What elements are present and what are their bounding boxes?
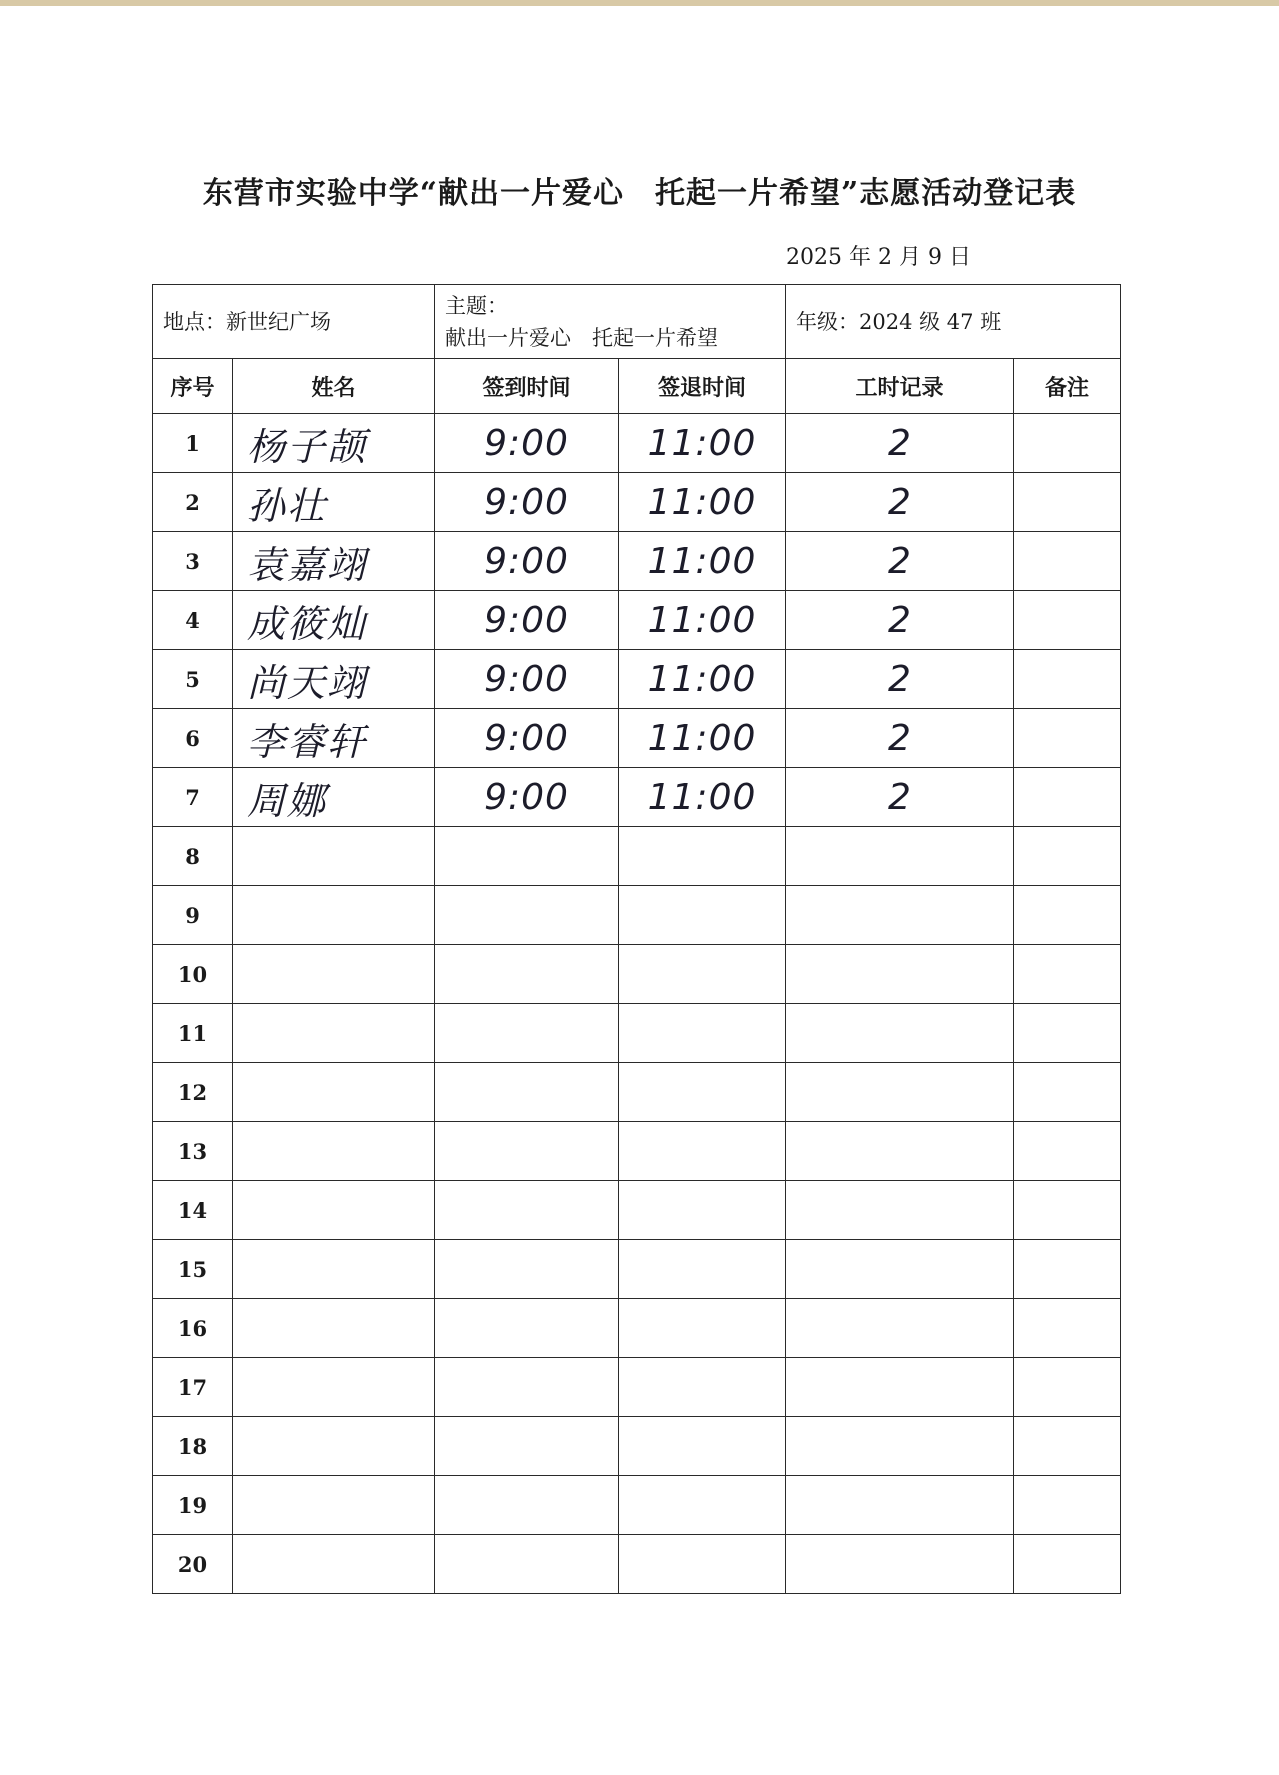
hours-record [786,1004,1014,1063]
sign-out-time [619,1004,786,1063]
header-name: 姓名 [233,359,435,414]
sign-out-time: 11:00 [619,709,786,768]
hours-record: 2 [786,414,1014,473]
sign-in-time [435,1358,619,1417]
volunteer-name: 杨子颉 [233,414,435,473]
sign-out-time [619,1417,786,1476]
remarks [1014,709,1121,768]
row-number: 15 [153,1240,233,1299]
sign-in-time [435,1004,619,1063]
header-no: 序号 [153,359,233,414]
info-row [153,285,1121,359]
row-number: 2 [153,473,233,532]
table-row [153,414,1121,473]
hours-record: 2 [786,650,1014,709]
sign-in-time [435,1122,619,1181]
hours-record: 2 [786,473,1014,532]
volunteer-name: 袁嘉翊 [233,532,435,591]
header-sign-out: 签退时间 [619,359,786,414]
remarks [1014,414,1121,473]
column-header-row [153,359,1121,414]
page-title: 东营市实验中学“献出一片爱心 托起一片希望”志愿活动登记表 [202,176,1077,211]
remarks [1014,1299,1121,1358]
location-cell [153,285,435,359]
table-row [153,768,1121,827]
sign-in-time [435,886,619,945]
sign-in-time [435,1299,619,1358]
sign-out-time: 11:00 [619,768,786,827]
row-number: 4 [153,591,233,650]
sign-in-time [435,827,619,886]
row-number: 19 [153,1476,233,1535]
sign-in-time [435,1240,619,1299]
header-remarks: 备注 [1014,359,1121,414]
hours-record [786,886,1014,945]
sign-in-time: 9:00 [435,414,619,473]
sign-in-time [435,1476,619,1535]
header-hours: 工时记录 [786,359,1014,414]
hours-record [786,945,1014,1004]
sign-out-time [619,1181,786,1240]
volunteer-name [233,1358,435,1417]
sign-in-time: 9:00 [435,473,619,532]
hours-record: 2 [786,532,1014,591]
hours-record [786,1240,1014,1299]
table-row [153,1476,1121,1535]
hours-record [786,1122,1014,1181]
table-row [153,709,1121,768]
remarks [1014,1358,1121,1417]
hours-record: 2 [786,768,1014,827]
volunteer-name [233,1535,435,1594]
volunteer-name [233,1476,435,1535]
hours-record [786,1181,1014,1240]
theme-label: 主题： [445,293,508,318]
remarks [1014,473,1121,532]
table-row [153,1417,1121,1476]
sign-out-time [619,1476,786,1535]
header-sign-in: 签到时间 [435,359,619,414]
sign-in-time [435,1535,619,1594]
volunteer-name [233,1417,435,1476]
table-row [153,1122,1121,1181]
table-row [153,532,1121,591]
sign-out-time: 11:00 [619,473,786,532]
row-number: 10 [153,945,233,1004]
remarks [1014,591,1121,650]
volunteer-name [233,1299,435,1358]
hours-record [786,1299,1014,1358]
remarks [1014,532,1121,591]
sign-out-time: 11:00 [619,650,786,709]
sign-in-time: 9:00 [435,650,619,709]
volunteer-name [233,1240,435,1299]
volunteer-name: 李睿轩 [233,709,435,768]
volunteer-name: 成筱灿 [233,591,435,650]
sign-out-time [619,945,786,1004]
row-number: 3 [153,532,233,591]
row-number: 6 [153,709,233,768]
hours-record [786,1063,1014,1122]
table-row [153,827,1121,886]
grade-text: 年级：2024 级 47 班 [796,309,1002,334]
hours-record [786,1476,1014,1535]
volunteer-name [233,1063,435,1122]
sign-in-time [435,1417,619,1476]
hours-record: 2 [786,591,1014,650]
remarks [1014,886,1121,945]
volunteer-name: 尚天翊 [233,650,435,709]
remarks [1014,945,1121,1004]
volunteer-name [233,1004,435,1063]
paper-top-edge [0,0,1279,6]
sign-in-time: 9:00 [435,709,619,768]
remarks [1014,1122,1121,1181]
sign-out-time [619,1535,786,1594]
row-number: 1 [153,414,233,473]
sign-out-time [619,1063,786,1122]
volunteer-name [233,886,435,945]
form-date: 2025 年 2 月 9 日 [786,245,971,270]
volunteer-name [233,945,435,1004]
sign-out-time [619,1358,786,1417]
volunteer-name [233,1122,435,1181]
location-text: 地点：新世纪广场 [163,309,331,334]
table-row [153,1240,1121,1299]
sign-out-time [619,1122,786,1181]
table-row [153,473,1121,532]
row-number: 9 [153,886,233,945]
table-row [153,591,1121,650]
table-row [153,1299,1121,1358]
row-number: 16 [153,1299,233,1358]
table-row [153,1358,1121,1417]
grade-cell [786,285,1121,359]
row-number: 18 [153,1417,233,1476]
remarks [1014,1417,1121,1476]
volunteer-name: 周娜 [233,768,435,827]
sign-in-time [435,1181,619,1240]
registration-table [152,284,1121,1594]
volunteer-name: 孙壮 [233,473,435,532]
table-row [153,1063,1121,1122]
sign-in-time: 9:00 [435,532,619,591]
row-number: 13 [153,1122,233,1181]
row-number: 7 [153,768,233,827]
volunteer-name [233,827,435,886]
theme-value: 献出一片爱心 托起一片希望 [445,325,718,350]
table-row [153,1535,1121,1594]
hours-record: 2 [786,709,1014,768]
row-number: 5 [153,650,233,709]
theme-cell [435,285,786,359]
hours-record [786,1417,1014,1476]
volunteer-name [233,1181,435,1240]
remarks [1014,1240,1121,1299]
row-number: 20 [153,1535,233,1594]
sign-in-time [435,1063,619,1122]
row-number: 14 [153,1181,233,1240]
row-number: 11 [153,1004,233,1063]
remarks [1014,650,1121,709]
sign-in-time: 9:00 [435,768,619,827]
sign-out-time [619,1299,786,1358]
sign-out-time: 11:00 [619,532,786,591]
remarks [1014,1181,1121,1240]
remarks [1014,1476,1121,1535]
remarks [1014,1063,1121,1122]
remarks [1014,768,1121,827]
table-row [153,886,1121,945]
remarks [1014,1535,1121,1594]
hours-record [786,1358,1014,1417]
sign-out-time [619,886,786,945]
table-row [153,945,1121,1004]
table-row [153,1181,1121,1240]
sign-out-time: 11:00 [619,591,786,650]
table-row [153,650,1121,709]
sign-in-time: 9:00 [435,591,619,650]
row-number: 17 [153,1358,233,1417]
sign-in-time [435,945,619,1004]
sign-out-time [619,827,786,886]
row-number: 8 [153,827,233,886]
sign-out-time [619,1240,786,1299]
hours-record [786,1535,1014,1594]
row-number: 12 [153,1063,233,1122]
sign-out-time: 11:00 [619,414,786,473]
hours-record [786,827,1014,886]
table-row [153,1004,1121,1063]
remarks [1014,1004,1121,1063]
remarks [1014,827,1121,886]
